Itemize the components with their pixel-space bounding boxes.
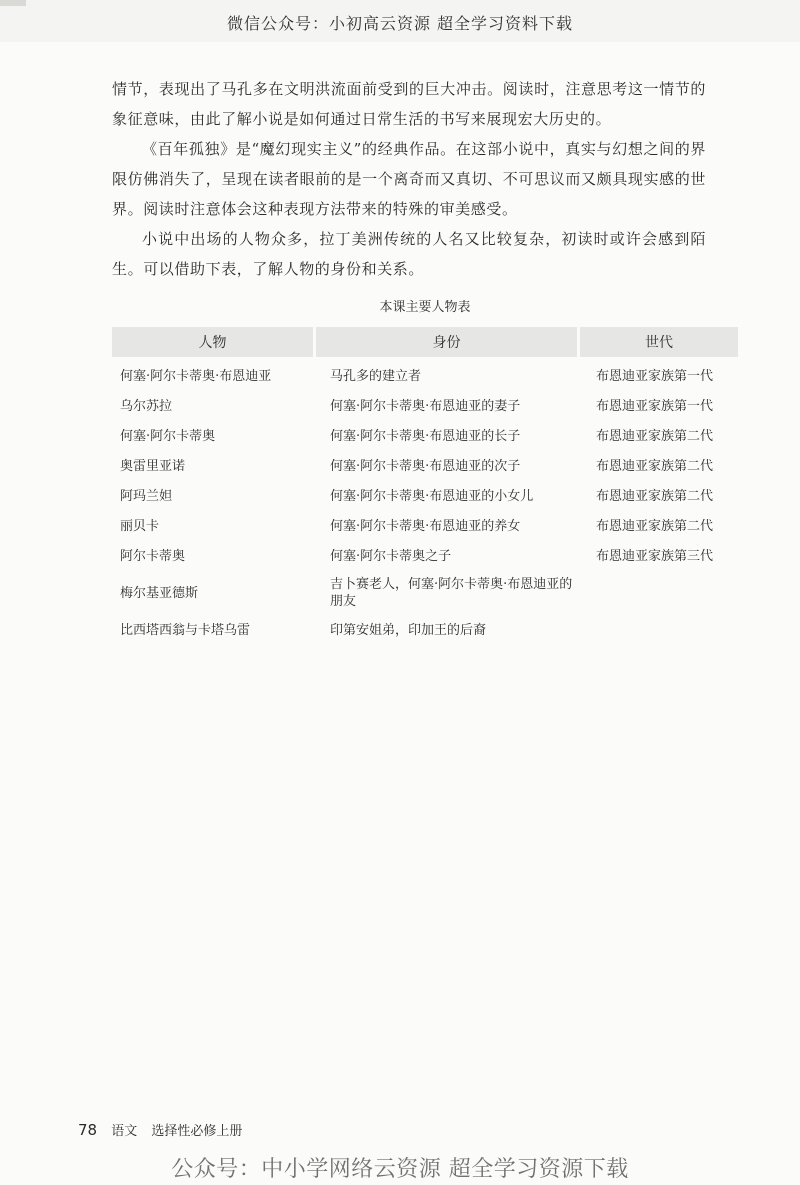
table-row bbox=[112, 357, 738, 391]
character-identity: 何塞·阿尔卡蒂奥·布恩迪亚的长子 bbox=[330, 428, 521, 444]
table-header-row bbox=[112, 327, 738, 357]
character-generation: 布恩迪亚家族第一代 bbox=[596, 398, 714, 414]
character-identity: 何塞·阿尔卡蒂奥·布恩迪亚的养女 bbox=[330, 518, 521, 534]
paragraph-1: 情节，表现出了马孔多在文明洪流面前受到的巨大冲击。阅读时，注意思考这一情节的象征意味，由此了解小说是如何通过日常生活的书写来展现宏大历史的。 bbox=[112, 80, 706, 128]
character-generation: 布恩迪亚家族第二代 bbox=[596, 458, 714, 474]
page-footer bbox=[78, 1120, 252, 1139]
character-name: 奥雷里亚诺 bbox=[120, 458, 186, 474]
character-name: 比西塔西翁与卡塔乌雷 bbox=[120, 622, 251, 638]
table-row bbox=[112, 615, 738, 645]
character-name: 梅尔基亚德斯 bbox=[120, 585, 199, 601]
character-name: 何塞·阿尔卡蒂奥 bbox=[120, 428, 216, 444]
body-text bbox=[112, 74, 706, 284]
character-identity: 何塞·阿尔卡蒂奥·布恩迪亚的妻子 bbox=[330, 398, 521, 414]
character-generation: 布恩迪亚家族第二代 bbox=[596, 488, 714, 504]
character-name: 丽贝卡 bbox=[120, 518, 160, 534]
character-name: 阿玛兰妲 bbox=[120, 488, 173, 504]
character-generation: 布恩迪亚家族第二代 bbox=[596, 518, 714, 534]
character-name: 何塞·阿尔卡蒂奥·布恩迪亚 bbox=[120, 368, 272, 384]
character-generation: 布恩迪亚家族第三代 bbox=[596, 548, 714, 564]
top-bar-accent bbox=[0, 0, 26, 6]
table-row bbox=[112, 391, 738, 421]
table-row bbox=[112, 511, 738, 541]
character-identity: 何塞·阿尔卡蒂奥·布恩迪亚的小女儿 bbox=[330, 488, 534, 504]
table-row bbox=[112, 421, 738, 451]
character-name: 阿尔卡蒂奥 bbox=[120, 548, 186, 564]
table-row bbox=[112, 451, 738, 481]
character-identity: 何塞·阿尔卡蒂奥之子 bbox=[330, 548, 452, 564]
table-caption: 本课主要人物表 bbox=[379, 300, 471, 315]
header-identity: 身份 bbox=[316, 327, 580, 357]
footer-book-title: 选择性必修上册 bbox=[151, 1124, 243, 1139]
header-watermark-banner: 微信公众号：小初高云资源 超全学习资料下载 bbox=[226, 14, 574, 33]
character-generation bbox=[580, 615, 738, 645]
character-generation: 布恩迪亚家族第二代 bbox=[596, 428, 714, 444]
bottom-watermark-banner: 公众号：中小学网络云资源 超全学习资源下载 bbox=[171, 1157, 629, 1182]
character-identity: 吉卜赛老人，何塞·阿尔卡蒂奥·布恩迪亚的朋友 bbox=[330, 577, 573, 609]
character-generation bbox=[580, 571, 738, 615]
character-generation: 布恩迪亚家族第一代 bbox=[596, 368, 714, 384]
page-number: 78 bbox=[78, 1121, 98, 1139]
paragraph-2: 《百年孤独》是“魔幻现实主义”的经典作品。在这部小说中，真实与幻想之间的界限仿佛消失了，呈现在读者眼前的是一个离奇而又真切、不可思议而又颇具现实感的世界。阅读时注意体会这种表现方法带来的特殊的审美感受。 bbox=[112, 140, 706, 218]
character-identity: 印第安姐弟，印加王的后裔 bbox=[330, 622, 487, 638]
character-identity: 何塞·阿尔卡蒂奥·布恩迪亚的次子 bbox=[330, 458, 521, 474]
character-table bbox=[112, 327, 738, 645]
header-character: 人物 bbox=[112, 327, 316, 357]
footer-subject: 语文 bbox=[111, 1124, 138, 1139]
table-row bbox=[112, 571, 738, 615]
character-identity: 马孔多的建立者 bbox=[330, 368, 422, 384]
table-row bbox=[112, 541, 738, 571]
character-name: 乌尔苏拉 bbox=[120, 398, 173, 414]
header-generation: 世代 bbox=[580, 327, 738, 357]
table-row bbox=[112, 481, 738, 511]
paragraph-3: 小说中出场的人物众多，拉丁美洲传统的人名又比较复杂，初读时或许会感到陌生。可以借助下表，了解人物的身份和关系。 bbox=[112, 230, 706, 278]
